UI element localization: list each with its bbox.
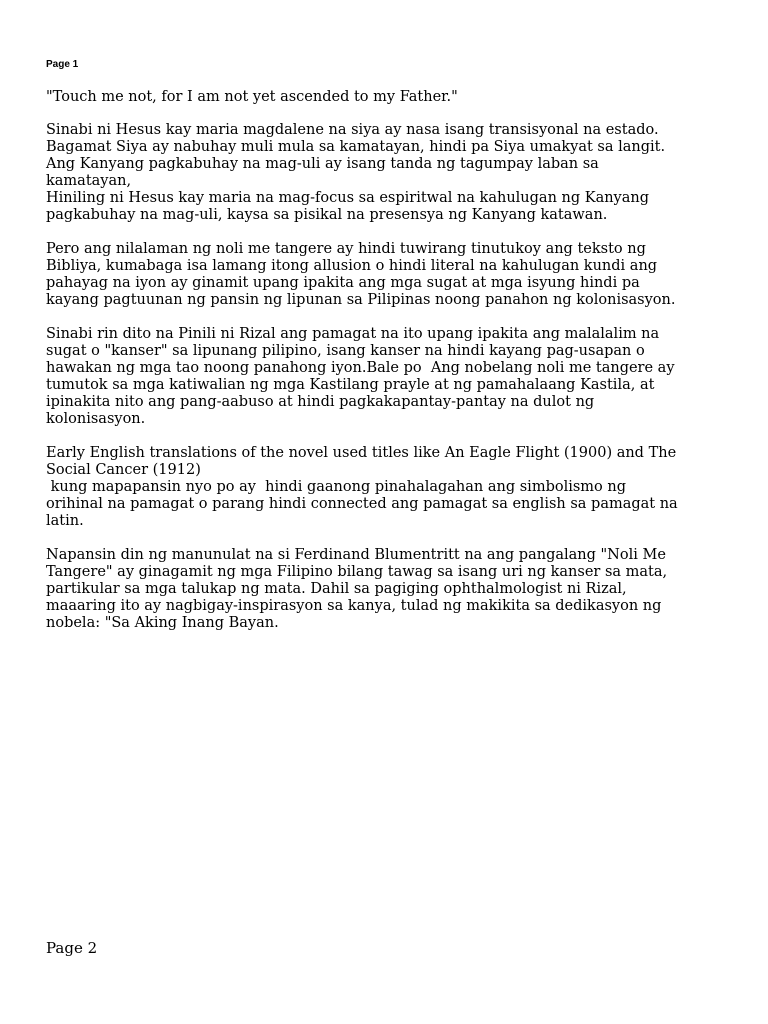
text-line: tumutok sa mga katiwalian ng mga Kastilang prayle at ng pamahalaang Kastila, at — [46, 377, 655, 393]
text-line: Early English translations of the novel used titles like An Eagle Flight (1900) and The — [46, 445, 677, 461]
text-line: pagkabuhay na mag-uli, kaysa sa pisikal na presensya ng Kanyang katawan. — [46, 207, 608, 223]
page-footer-label: Page 2 — [46, 939, 98, 957]
text-line: maaaring ito ay nagbigay-inspirasyon sa kanya, tulad ng makikita sa dedikasyon ng — [46, 598, 662, 614]
text-line: Sinabi ni Hesus kay maria magdalene na siya ay nasa isang transisyonal na estado. — [46, 122, 659, 138]
text-line: Social Cancer (1912) — [46, 462, 201, 478]
text-line: ipinakita nito ang pang-aabuso at hindi pagkakapantay-pantay na dulot ng — [46, 394, 595, 410]
text-line: Tangere" ay ginagamit ng mga Filipino bilang tawag sa isang uri ng kanser sa mata, — [46, 564, 668, 580]
text-line: pahayag na iyon ay ginamit upang ipakita ang mga sugat at mga isyung hindi pa — [46, 275, 640, 291]
text-line: kamatayan, — [46, 173, 132, 189]
text-line: Sinabi rin dito na Pinili ni Rizal ang pamagat na ito upang ipakita ang malalalim na — [46, 326, 660, 342]
page-header-label: Page 1 — [46, 59, 79, 70]
text-line: Napansin din ng manunulat na si Ferdinand Blumentritt na ang pangalang "Noli Me — [46, 547, 666, 563]
text-line: sugat o "kanser" sa lipunang pilipino, isang kanser na hindi kayang pag-usapan o — [46, 343, 645, 359]
text-line: Hiniling ni Hesus kay maria na mag-focus sa espiritwal na kahulugan ng Kanyang — [46, 190, 650, 206]
text-line: hawakan ng mga tao noong panahong iyon.Bale po Ang nobelang noli me tangere ay — [46, 360, 675, 376]
text-line: partikular sa mga talukap ng mata. Dahil sa pagiging ophthalmologist ni Rizal, — [46, 581, 627, 597]
text-line: kolonisasyon. — [46, 411, 146, 427]
text-line: Bibliya, kumabaga isa lamang itong allusion o hindi literal na kahulugan kundi ang — [46, 258, 658, 274]
text-line: Ang Kanyang pagkabuhay na mag-uli ay isang tanda ng tagumpay laban sa — [46, 156, 599, 172]
text-line: nobela: "Sa Aking Inang Bayan. — [46, 615, 279, 631]
text-line: kung mapapansin nyo po ay hindi gaanong pinahalagahan ang simbolismo ng — [46, 479, 626, 495]
text-line: kayang pagtuunan ng pansin ng lipunan sa Pilipinas noong panahon ng kolonisasyon. — [46, 292, 676, 308]
text-line: "Touch me not, for I am not yet ascended to my Father." — [46, 89, 458, 105]
text-line: orihinal na pamagat o parang hindi connected ang pamagat sa english sa pamagat na — [46, 496, 678, 512]
text-line: latin. — [46, 513, 84, 529]
text-line: Pero ang nilalaman ng noli me tangere ay hindi tuwirang tinutukoy ang teksto ng — [46, 241, 646, 257]
text-line: Bagamat Siya ay nabuhay muli mula sa kamatayan, hindi pa Siya umakyat sa langit. — [46, 139, 666, 155]
